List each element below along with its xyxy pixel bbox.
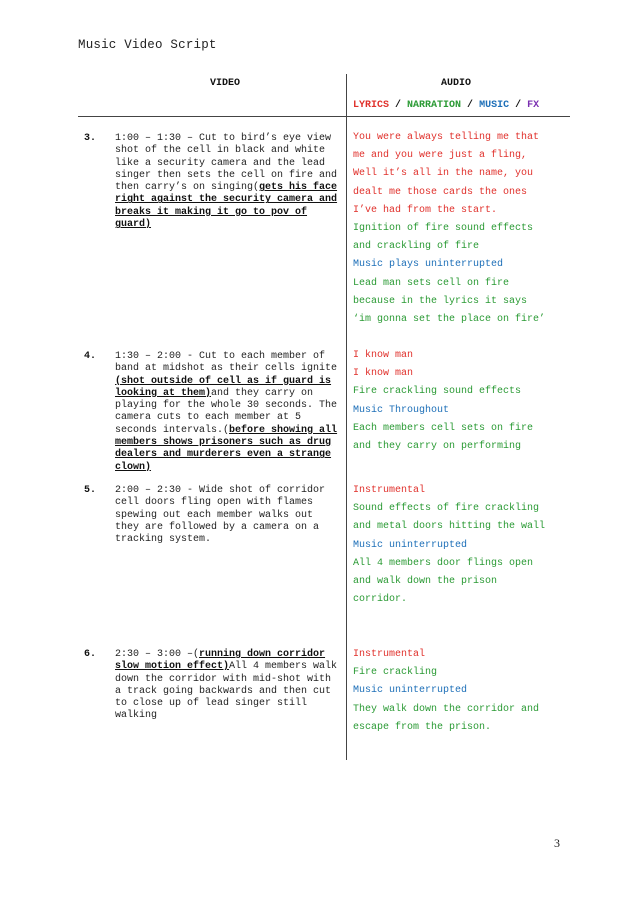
audio-cue-fx: and metal doors hitting the wall <box>353 521 546 533</box>
video-text-emphasis: running down corridor slow motion effect) <box>115 649 326 673</box>
audio-cue-lyrics: I know man <box>353 350 414 361</box>
video-text: All 4 members walk down the corridor with mid-shot with a track going backwards and then cut to close up of lead singer still walking <box>115 661 338 722</box>
audio-cue-music: Music uninterrupted <box>353 539 468 551</box>
audio-cue-fx: Fire crackling <box>353 667 438 679</box>
legend-lyrics: LYRICS <box>353 100 390 111</box>
audio-cue-narration: They walk down the corridor and <box>353 703 540 715</box>
scene-video-description <box>115 485 340 546</box>
scene-audio <box>353 482 568 609</box>
audio-cue-music: Music uninterrupted <box>353 685 468 697</box>
page-title: Music Video Script <box>78 38 217 52</box>
audio-cue-lyrics: Instrumental <box>353 485 426 496</box>
scene-audio <box>353 129 568 329</box>
audio-cue-fx: and crackling of fire <box>353 241 480 253</box>
video-text: 1:00 – 1:30 – Cut to bird’s eye view shot of the cell in black and white like a security camera and the lead singer then sets the cell on fire and then carry’s on singing( <box>115 133 338 194</box>
audio-cue-narration: Each members cell sets on fire <box>353 422 534 434</box>
audio-cue-fx: Fire crackling sound effects <box>353 386 522 398</box>
audio-cue-lyrics: me and you were just a fling, <box>353 150 528 162</box>
audio-cue-lyrics: You were always telling me that <box>353 132 540 143</box>
scene-number: 6. <box>84 649 97 660</box>
video-text-emphasis: before showing all members shows prisoners such as drug dealers and murderers even a strange clown) <box>115 424 338 473</box>
audio-cue-lyrics: dealt me those cards the ones <box>353 186 528 198</box>
audio-cue-narration: Lead man sets cell on fire <box>353 277 510 289</box>
video-text: 1:30 – 2:00 - Cut to each member of band at midshot as their cells ignite <box>115 351 338 375</box>
audio-cue-narration: and they carry on performing <box>353 441 522 453</box>
column-divider <box>346 74 347 760</box>
audio-legend <box>353 100 539 111</box>
audio-cue-lyrics: Instrumental <box>353 649 426 660</box>
audio-cue-lyrics: I know man <box>353 368 414 380</box>
header-rule <box>78 116 570 117</box>
audio-cue-music: Music Throughout <box>353 404 450 416</box>
video-text: 2:00 – 2:30 - Wide shot of corridor cell doors fling open with flames spewing out each member walks out they are followed by a camera on a tracking system. <box>115 485 326 546</box>
legend-fx: FX <box>527 100 540 111</box>
audio-cue-fx: Ignition of fire sound effects <box>353 223 534 235</box>
video-column-heading: VIDEO <box>210 78 241 89</box>
scene-number: 4. <box>84 351 97 362</box>
scene-video-description <box>115 649 340 723</box>
audio-cue-narration: corridor. <box>353 594 408 606</box>
scene-video-description <box>115 133 340 231</box>
audio-cue-narration: because in the lyrics it says <box>353 295 528 307</box>
audio-cue-lyrics: Well it’s all in the name, you <box>353 168 534 180</box>
audio-cue-narration: escape from the prison. <box>353 721 492 733</box>
audio-cue-music: Music plays uninterrupted <box>353 259 504 271</box>
video-text: and they carry on playing for the whole 30 seconds. The camera cuts to each member at 5 seconds intervals.( <box>115 387 338 436</box>
page-number: 3 <box>554 836 560 850</box>
legend-music: MUSIC <box>479 100 510 111</box>
scene-number: 3. <box>84 133 97 144</box>
scene-number: 5. <box>84 485 97 496</box>
legend-narration: NARRATION <box>407 100 462 111</box>
scene-audio <box>353 646 568 737</box>
audio-cue-narration: All 4 members door flings open <box>353 557 534 569</box>
video-text-emphasis: (shot outside of cell as if guard is looking at them) <box>115 375 332 399</box>
audio-cue-narration: and walk down the prison <box>353 576 498 588</box>
audio-cue-narration: ‘im gonna set the place on fire’ <box>353 314 546 326</box>
legend-separator: / <box>509 100 528 111</box>
audio-cue-fx: Sound effects of fire crackling <box>353 503 540 515</box>
legend-separator: / <box>461 100 480 111</box>
audio-cue-lyrics: I’ve had from the start. <box>353 204 498 216</box>
legend-separator: / <box>389 100 408 111</box>
video-text: 2:30 – 3:00 –( <box>115 649 200 660</box>
audio-column-heading: AUDIO <box>441 78 472 89</box>
video-text-emphasis: gets his face right against the security camera and breaks it making it go to pov of guard) <box>115 182 338 231</box>
scene-video-description <box>115 351 340 474</box>
scene-audio <box>353 347 568 456</box>
